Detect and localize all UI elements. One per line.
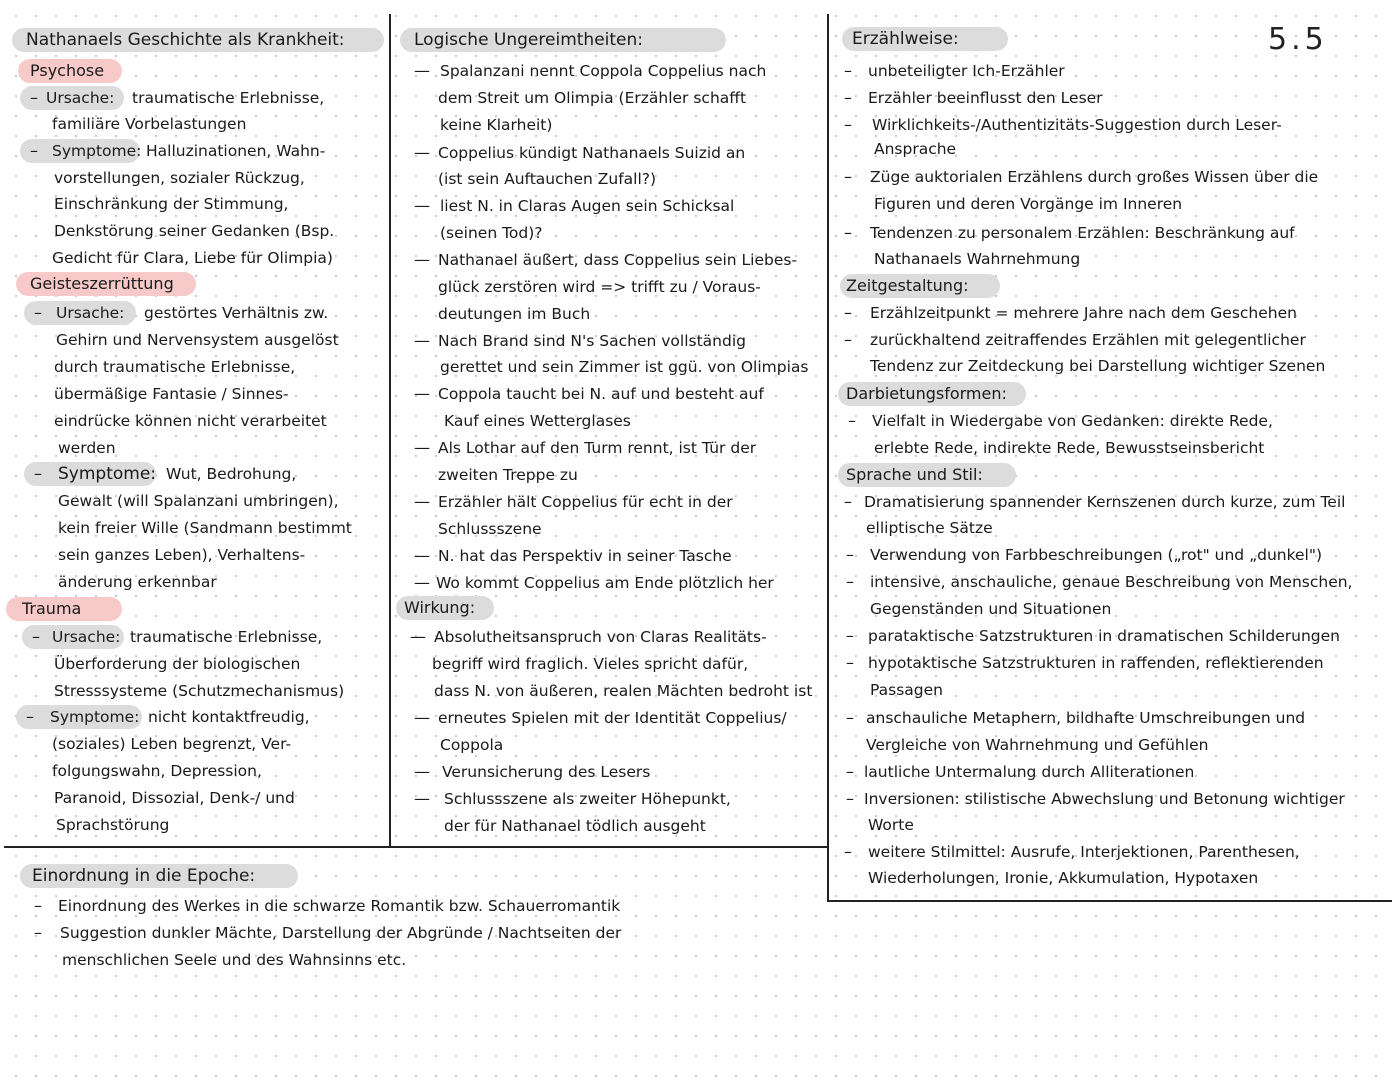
spr-heading: Sprache und Stil: [846, 465, 983, 484]
text-line: elliptische Sätze [866, 519, 993, 537]
dash: – [844, 61, 852, 80]
text-line: keine Klarheit) [440, 116, 553, 134]
text-line: Wut, Bedrohung, [166, 465, 297, 483]
text-line: Spalanzani nennt Coppola Coppelius nach [440, 62, 767, 80]
text-line: folgungswahn, Depression, [52, 762, 262, 780]
text-line: Absolutheitsanspruch von Claras Realitäts- [434, 628, 767, 646]
geist-label: Geisteszerrüttung [30, 274, 174, 293]
dash: — [414, 492, 430, 511]
text-line: begriff wird fraglich. Vieles spricht dafür, [432, 655, 749, 673]
dash: – [844, 842, 852, 861]
text-line: werden [58, 439, 116, 457]
text-line: Suggestion dunkler Mächte, Darstellung der Abgründe / Nachtseiten der [60, 924, 622, 942]
dash: – [34, 896, 42, 915]
text-line: hypotaktische Satzstrukturen in raffenden, reflektierenden [868, 654, 1324, 672]
text-line: deutungen im Buch [438, 305, 591, 323]
wirkung-heading: Wirkung: [404, 598, 476, 617]
dash: – [30, 88, 38, 107]
text-line: unbeteiligter Ich-Erzähler [868, 62, 1065, 80]
text-line: der für Nathanael tödlich ausgeht [444, 817, 706, 835]
page-number: 5.5 [1268, 22, 1328, 57]
text-line: Gehirn und Nervensystem ausgelöst [56, 331, 339, 349]
text-line: Figuren und deren Vorgänge im Inneren [874, 195, 1183, 213]
text-line: Verwendung von Farbbeschreibungen („rot" und „dunkel") [870, 546, 1323, 564]
text-line: Dramatisierung spannender Kernszenen durch kurze, zum Teil [864, 493, 1346, 511]
divider-col1 [389, 14, 391, 846]
text-line: Ansprache [874, 140, 957, 158]
dash: – [844, 492, 852, 511]
text-line: gestörtes Verhältnis zw. [144, 304, 329, 322]
text-line: Wo kommt Coppelius am Ende plötzlich her [436, 574, 774, 592]
text-line: traumatische Erlebnisse, [132, 89, 325, 107]
dash: – [846, 545, 854, 564]
dash: — [414, 546, 430, 565]
epoche-heading: Einordnung in die Epoche: [32, 866, 256, 886]
text-line: nicht kontaktfreudig, [148, 708, 310, 726]
text-line: Verunsicherung des Lesers [442, 763, 651, 781]
text-line: Überforderung der biologischen [54, 655, 301, 673]
text-line: zweiten Treppe zu [438, 466, 578, 484]
text-line: Gegenständen und Situationen [870, 600, 1112, 618]
divider-bottom-right [829, 900, 1392, 902]
text-line: (soziales) Leben begrenzt, Ver- [52, 735, 292, 753]
dash: — [414, 143, 430, 162]
psychose-label: Psychose [30, 61, 105, 80]
col1-heading: Nathanaels Geschichte als Krankheit: [26, 30, 345, 50]
text-line: (ist sein Auftauchen Zufall?) [438, 170, 657, 188]
dash: – [846, 762, 854, 781]
text-line: Coppelius kündigt Nathanaels Suizid an [438, 144, 746, 162]
dash: – [846, 626, 854, 645]
text-line: Erzählzeitpunkt = mehrere Jahre nach dem Geschehen [870, 304, 1297, 322]
text-line: vorstellungen, sozialer Rückzug, [54, 169, 305, 187]
text-line: Schlussszene als zweiter Höhepunkt, [444, 790, 731, 808]
text-line: Wiederholungen, Ironie, Akkumulation, Hypotaxen [868, 869, 1259, 887]
text-line: (seinen Tod)? [440, 224, 543, 242]
text-line: anschauliche Metaphern, bildhafte Umschreibungen und [866, 709, 1306, 727]
dash: – [844, 223, 852, 242]
text-line: gerettet und sein Zimmer ist ggü. von Olimpias [440, 358, 809, 376]
ursache-label: Ursache: [56, 304, 125, 322]
text-line: Inversionen: stilistische Abwechslung und Betonung wichtiger [864, 790, 1345, 808]
text-line: Als Lothar auf den Turm rennt, ist Tür der [438, 439, 757, 457]
text-line: zurückhaltend zeitraffendes Erzählen mit gelegentlicher [870, 331, 1306, 349]
text-line: Coppola [440, 736, 504, 754]
text-line: Vielfalt in Wiedergabe von Gedanken: direkte Rede, [872, 412, 1273, 430]
dash: — [414, 331, 430, 350]
text-line: Einordnung des Werkes in die schwarze Romantik bzw. Schauerromantik [58, 897, 621, 915]
text-line: sein ganzes Leben), Verhaltens- [58, 546, 306, 564]
text-line: Gewalt (will Spalanzani umbringen), [58, 492, 339, 510]
dash: – [34, 464, 42, 483]
dash: — [414, 573, 430, 592]
symptome-label: Symptome: [52, 142, 142, 160]
text-line: N. hat das Perspektiv in seiner Tasche [438, 547, 732, 565]
dash: – [846, 708, 854, 727]
text-line: Gedicht für Clara, Liebe für Olimpia) [52, 249, 333, 267]
text-line: liest N. in Claras Augen sein Schicksal [440, 197, 735, 215]
text-line: Nach Brand sind N's Sachen vollständig [438, 332, 746, 350]
text-line: Wirklichkeits-/Authentizitäts-Suggestion durch Leser- [872, 116, 1282, 134]
zeit-heading: Zeitgestaltung: [846, 276, 969, 295]
dash: – [30, 141, 38, 160]
dash: — [410, 627, 426, 646]
dash: — [414, 708, 430, 727]
text-line: parataktische Satzstrukturen in dramatischen Schilderungen [868, 627, 1340, 645]
dash: – [844, 88, 852, 107]
dash: — [414, 196, 430, 215]
text-line: familiäre Vorbelastungen [52, 115, 247, 133]
text-line: übermäßige Fantasie / Sinnes- [54, 385, 289, 403]
dash: – [846, 572, 854, 591]
text-line: durch traumatische Erlebnisse, [54, 358, 296, 376]
text-line: intensive, anschauliche, genaue Beschreibung von Menschen, [870, 573, 1353, 591]
darb-heading: Darbietungsformen: [846, 384, 1007, 403]
dash: – [844, 167, 852, 186]
trauma-label: Trauma [22, 599, 82, 618]
text-line: menschlichen Seele und des Wahnsinns etc. [62, 951, 407, 969]
text-line: Erzähler hält Coppelius für echt in der [438, 493, 733, 511]
text-line: Passagen [870, 681, 943, 699]
text-line: Halluzinationen, Wahn- [146, 142, 326, 160]
ursache-label: Ursache: [46, 89, 115, 107]
symptome-label: Symptome: [58, 464, 157, 484]
dash: – [32, 627, 40, 646]
dash: — [414, 61, 430, 80]
symptome-label: Symptome: [50, 708, 140, 726]
text-line: Kauf eines Wetterglases [444, 412, 631, 430]
text-line: kein freier Wille (Sandmann bestimmt [58, 519, 352, 537]
text-line: dass N. von äußeren, realen Mächten bedroht ist [434, 682, 813, 700]
text-line: Nathanaels Wahrnehmung [874, 250, 1081, 268]
dash: – [844, 303, 852, 322]
dash: — [414, 762, 430, 781]
dash: – [848, 411, 856, 430]
erz-heading: Erzählweise: [852, 29, 959, 49]
dash: – [846, 653, 854, 672]
text-line: Worte [868, 816, 914, 834]
ursache-label: Ursache: [52, 628, 121, 646]
dash: — [414, 789, 430, 808]
dash: – [844, 115, 852, 134]
text-line: Sprachstörung [56, 816, 170, 834]
text-line: Züge auktorialen Erzählens durch großes Wissen über die [870, 168, 1319, 186]
dash: — [414, 438, 430, 457]
dash: – [26, 707, 34, 726]
dash: — [414, 250, 430, 269]
text-line: Erzähler beeinflusst den Leser [868, 89, 1103, 107]
divider-bottom-left [4, 846, 829, 848]
text-line: Coppola taucht bei N. auf und besteht auf [438, 385, 764, 403]
text-line: eindrücke können nicht verarbeitet [54, 412, 327, 430]
text-line: Nathanael äußert, dass Coppelius sein Liebes- [438, 251, 798, 269]
text-line: erneutes Spielen mit der Identität Coppelius/ [438, 709, 787, 727]
text-line: Einschränkung der Stimmung, [54, 195, 289, 213]
dash: – [846, 789, 854, 808]
text-line: dem Streit um Olimpia (Erzähler schafft [438, 89, 747, 107]
text-line: änderung erkennbar [58, 573, 217, 591]
text-line: Denkstörung seiner Gedanken (Bsp. [54, 222, 335, 240]
text-line: Tendenz zur Zeitdeckung bei Darstellung wichtiger Szenen [870, 357, 1326, 375]
text-line: glück zerstören wird => trifft zu / Voraus- [438, 278, 761, 296]
text-line: weitere Stilmittel: Ausrufe, Interjektionen, Parenthesen, [868, 843, 1300, 861]
text-line: traumatische Erlebnisse, [130, 628, 323, 646]
text-line: Schlussszene [438, 520, 542, 538]
dash: – [34, 303, 42, 322]
dash: — [414, 384, 430, 403]
text-line: Tendenzen zu personalem Erzählen: Beschränkung auf [870, 224, 1295, 242]
text-line: lautliche Untermalung durch Alliterationen [864, 763, 1195, 781]
text-line: Vergleiche von Wahrnehmung und Gefühlen [866, 736, 1209, 754]
dash: – [34, 923, 42, 942]
divider-col2 [827, 14, 829, 902]
text-line: Stresssysteme (Schutzmechanismus) [54, 682, 345, 700]
text-line: Paranoid, Dissozial, Denk-/ und [54, 789, 295, 807]
text-line: erlebte Rede, indirekte Rede, Bewusstseinsbericht [874, 439, 1265, 457]
col2-heading: Logische Ungereimtheiten: [414, 30, 644, 50]
dash: – [844, 330, 852, 349]
